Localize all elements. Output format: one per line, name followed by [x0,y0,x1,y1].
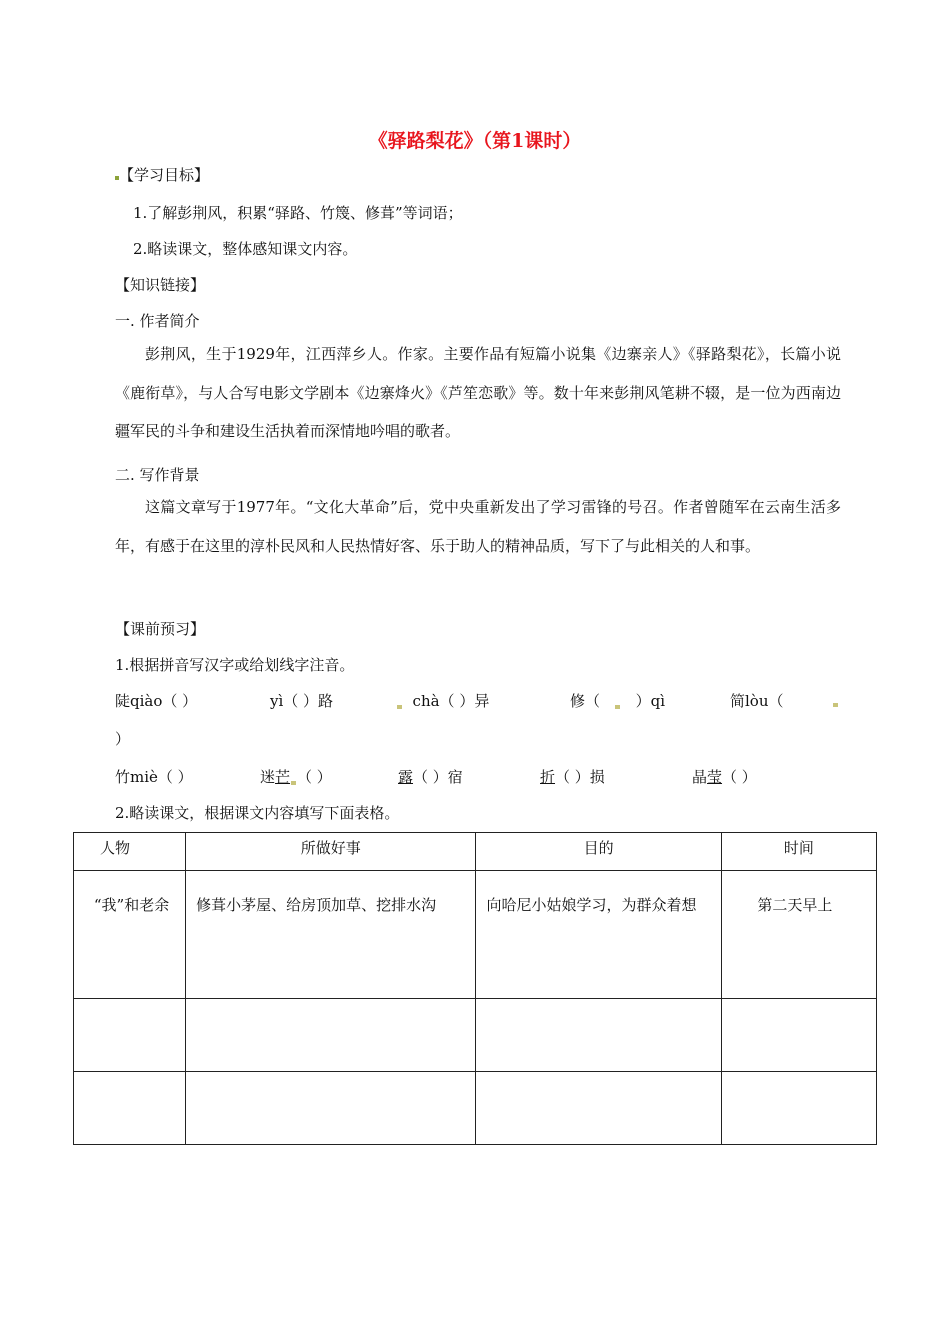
table-cell [186,1072,476,1145]
underlined-char: 莹 [707,768,723,786]
table-cell-purpose: 向哈尼小姑娘学习，为群众着想 [476,871,721,999]
good-deeds-table [73,832,877,1145]
pinyin-item [398,766,463,787]
table-cell [721,1072,876,1145]
pinyin-item-continued: ） [115,730,131,748]
preview-heading: 【课前预习】 [115,620,206,638]
pinyin-item-text: （ ） [722,768,757,786]
table-row [74,1072,877,1145]
pinyin-item [540,766,605,787]
pinyin-item: 陡qiào（ ） [115,692,198,710]
pinyin-item-text: chà（ ）异 [412,692,490,710]
underlined-char: 露 [398,768,414,786]
table-header: 所做好事 [186,833,476,871]
table-header: 人物 [74,833,186,871]
pinyin-item-text: 迷 [260,768,276,786]
pinyin-item [570,690,665,711]
pinyin-item: 竹miè（ ） [115,768,193,786]
table-cell [186,999,476,1072]
pinyin-item: 简lòu（ [730,692,784,710]
table-cell [721,999,876,1072]
table-cell [476,999,721,1072]
table-header-row [74,833,877,871]
table-row [74,999,877,1072]
pinyin-item [396,690,489,711]
underlined-char: 折 [540,768,556,786]
page-title: 《驿路梨花》（第1课时） [368,130,582,152]
knowledge-heading: 【知识链接】 [115,276,206,294]
pinyin-item [692,766,757,787]
objective-item-2: 2.略读课文，整体感知课文内容。 [133,240,358,258]
objective-item-1: 1.了解彭荆风，积累“驿路、竹篾、修葺”等词语； [133,204,463,222]
table-header: 时间 [721,833,876,871]
table-header: 目的 [476,833,721,871]
table-cell-person: “我”和老余 [74,871,186,999]
table-row [74,871,877,999]
task2-instruction: 2.略读课文，根据课文内容填写下面表格。 [115,804,400,822]
pinyin-item-text: （ ）宿 [413,768,463,786]
table-cell [476,1072,721,1145]
objectives-heading-text: 【学习目标】 [119,166,210,184]
task1-instruction: 1.根据拼音写汉字或给划线字注音。 [115,656,355,674]
pinyin-item-text: （ ）损 [555,768,605,786]
table-cell-time: 第二天早上 [721,871,876,999]
background-heading: 二. 写作背景 [115,466,200,484]
marker-dot [832,690,839,708]
objectives-heading [115,164,209,185]
table-cell [74,1072,186,1145]
author-paragraph: 彭荆风，生于1929年，江西萍乡人。作家。主要作品有短篇小说集《边寨亲人》《驿路梨花》，长篇小说《鹿衔草》，与人合写电影文学剧本《边寨烽火》《芦笙恋歌》等。数十年来彭荆风笔耕不辍，是一位为西南边疆军民的斗争和建设生活执着而深情地吟唱的歌者。 [115,345,841,440]
author-heading: 一. 作者简介 [115,312,200,330]
pinyin-item-text: 晶 [692,768,708,786]
background-paragraph: 这篇文章写于1977年。“文化大革命”后，党中央重新发出了学习雷锋的号召。作者曾随军在云南生活多年，有感于在这里的淳朴民风和人民热情好客、乐于助人的精神品质，写下了与此相关的人和事。 [115,498,841,555]
pinyin-item [260,766,332,787]
pinyin-item-text: 修（ [570,692,601,710]
marker-dot [397,705,402,709]
table-cell-deed: 修葺小茅屋、给房顶加草、挖排水沟 [186,871,476,999]
marker-dot [291,781,296,785]
pinyin-item-text: ）qì [635,692,666,710]
pinyin-item: yì（ ）路 [270,692,334,710]
underlined-char: 芒 [275,768,291,786]
marker-dot [615,705,620,709]
pinyin-item-text: （ ） [297,768,332,786]
table-cell [74,999,186,1072]
